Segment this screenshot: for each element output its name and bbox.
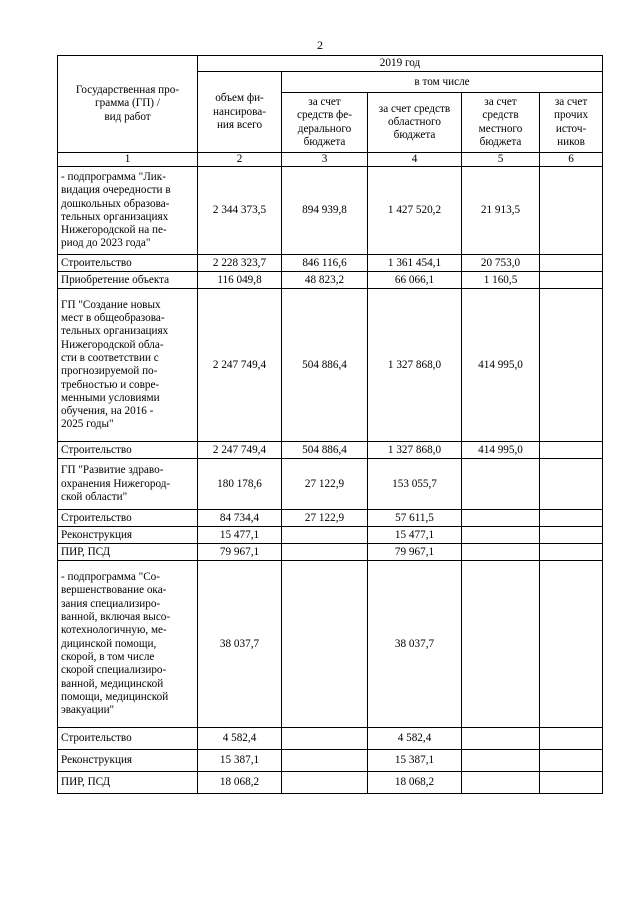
cell-total: 2 344 373,5 [198, 167, 282, 255]
cell-local [462, 510, 540, 527]
header-total: объем фи- нансирова- ния всего [198, 72, 282, 153]
cell-regional: 1 361 454,1 [368, 255, 462, 272]
cell-local: 21 913,5 [462, 167, 540, 255]
cell-other [540, 510, 603, 527]
header-federal: за счет средств фе- дерального бюджета [282, 93, 368, 153]
table-row [58, 544, 603, 561]
cell-other [540, 272, 603, 289]
cell-local: 414 995,0 [462, 442, 540, 459]
cell-other [540, 459, 603, 510]
cell-other [540, 527, 603, 544]
row-label: - подпрограмма "Лик- видация очередности в дошкольных образова- тельных организациях Нижегородской на пе- риод до 2023 года" [58, 167, 198, 255]
cell-federal [282, 728, 368, 750]
cell-total: 2 247 749,4 [198, 442, 282, 459]
cell-regional: 153 055,7 [368, 459, 462, 510]
cell-federal: 846 116,6 [282, 255, 368, 272]
cell-federal [282, 750, 368, 772]
cell-regional: 15 477,1 [368, 527, 462, 544]
cell-regional: 79 967,1 [368, 544, 462, 561]
row-label: Приобретение объекта [58, 272, 198, 289]
cell-regional: 57 611,5 [368, 510, 462, 527]
cell-regional: 66 066,1 [368, 272, 462, 289]
cell-regional: 18 068,2 [368, 772, 462, 794]
cell-regional: 1 327 868,0 [368, 442, 462, 459]
column-index: 6 [540, 153, 603, 167]
column-index: 3 [282, 153, 368, 167]
cell-total: 180 178,6 [198, 459, 282, 510]
table-row [58, 289, 603, 442]
cell-federal: 894 939,8 [282, 167, 368, 255]
row-label: ГП "Создание новых мест в общеобразова- тельных организациях Нижегородской обла- сти в соответствии с прогнозируемой по- требностью и совре- менными условиями обучения, на 2016 - 2025 годы" [58, 289, 198, 442]
header-including: в том числе [282, 72, 603, 93]
cell-federal: 504 886,4 [282, 442, 368, 459]
row-label: Строительство [58, 442, 198, 459]
column-index: 1 [58, 153, 198, 167]
cell-local [462, 544, 540, 561]
cell-total: 15 477,1 [198, 527, 282, 544]
table-row [58, 459, 603, 510]
cell-other [540, 561, 603, 728]
column-index: 5 [462, 153, 540, 167]
cell-local [462, 459, 540, 510]
column-index: 2 [198, 153, 282, 167]
cell-total: 2 247 749,4 [198, 289, 282, 442]
cell-regional: 15 387,1 [368, 750, 462, 772]
cell-federal [282, 544, 368, 561]
cell-regional: 38 037,7 [368, 561, 462, 728]
cell-total: 84 734,4 [198, 510, 282, 527]
cell-regional: 4 582,4 [368, 728, 462, 750]
header-year: 2019 год [198, 56, 603, 72]
table-row [58, 272, 603, 289]
table-row [58, 561, 603, 728]
table-row [58, 255, 603, 272]
cell-total: 79 967,1 [198, 544, 282, 561]
cell-other [540, 167, 603, 255]
header-other: за счет прочих источ- ников [540, 93, 603, 153]
row-label: ПИР, ПСД [58, 544, 198, 561]
cell-total: 116 049,8 [198, 272, 282, 289]
header-regional: за счет средств областного бюджета [368, 93, 462, 153]
cell-total: 2 228 323,7 [198, 255, 282, 272]
table-row [58, 728, 603, 750]
cell-federal [282, 527, 368, 544]
cell-federal: 48 823,2 [282, 272, 368, 289]
cell-total: 4 582,4 [198, 728, 282, 750]
cell-local [462, 728, 540, 750]
cell-local: 20 753,0 [462, 255, 540, 272]
cell-other [540, 750, 603, 772]
cell-local [462, 772, 540, 794]
cell-other [540, 442, 603, 459]
cell-other [540, 728, 603, 750]
cell-total: 38 037,7 [198, 561, 282, 728]
cell-regional: 1 327 868,0 [368, 289, 462, 442]
cell-federal: 27 122,9 [282, 459, 368, 510]
column-index: 4 [368, 153, 462, 167]
cell-federal [282, 561, 368, 728]
table-body [58, 167, 603, 794]
cell-federal: 504 886,4 [282, 289, 368, 442]
cell-local [462, 561, 540, 728]
row-label: Реконструкция [58, 527, 198, 544]
table-row [58, 750, 603, 772]
cell-other [540, 772, 603, 794]
table-row [58, 510, 603, 527]
page-number: 2 [317, 38, 323, 52]
financing-table [57, 55, 603, 794]
table-row [58, 167, 603, 255]
cell-other [540, 255, 603, 272]
row-label: Строительство [58, 255, 198, 272]
row-label: ПИР, ПСД [58, 772, 198, 794]
cell-local: 1 160,5 [462, 272, 540, 289]
table-row [58, 772, 603, 794]
table-row [58, 527, 603, 544]
cell-federal: 27 122,9 [282, 510, 368, 527]
header-local: за счет средств местного бюджета [462, 93, 540, 153]
cell-local [462, 750, 540, 772]
cell-other [540, 544, 603, 561]
cell-other [540, 289, 603, 442]
cell-local: 414 995,0 [462, 289, 540, 442]
cell-local [462, 527, 540, 544]
row-label: Реконструкция [58, 750, 198, 772]
row-label: ГП "Развитие здраво- охранения Нижегород- ской области" [58, 459, 198, 510]
row-label: Строительство [58, 728, 198, 750]
header-program: Государственная про- грамма (ГП) / вид работ [58, 56, 198, 153]
cell-federal [282, 772, 368, 794]
table-row [58, 442, 603, 459]
cell-total: 18 068,2 [198, 772, 282, 794]
cell-regional: 1 427 520,2 [368, 167, 462, 255]
row-label: - подпрограмма "Со- вершенствование ока- зания специализиро- ванной, включая высо- котехнологичную, ме- дицинской помощи, скорой, в том числе скорой специализиро- ванной, медицинской помощи, медицинской эвакуации" [58, 561, 198, 728]
row-label: Строительство [58, 510, 198, 527]
cell-total: 15 387,1 [198, 750, 282, 772]
